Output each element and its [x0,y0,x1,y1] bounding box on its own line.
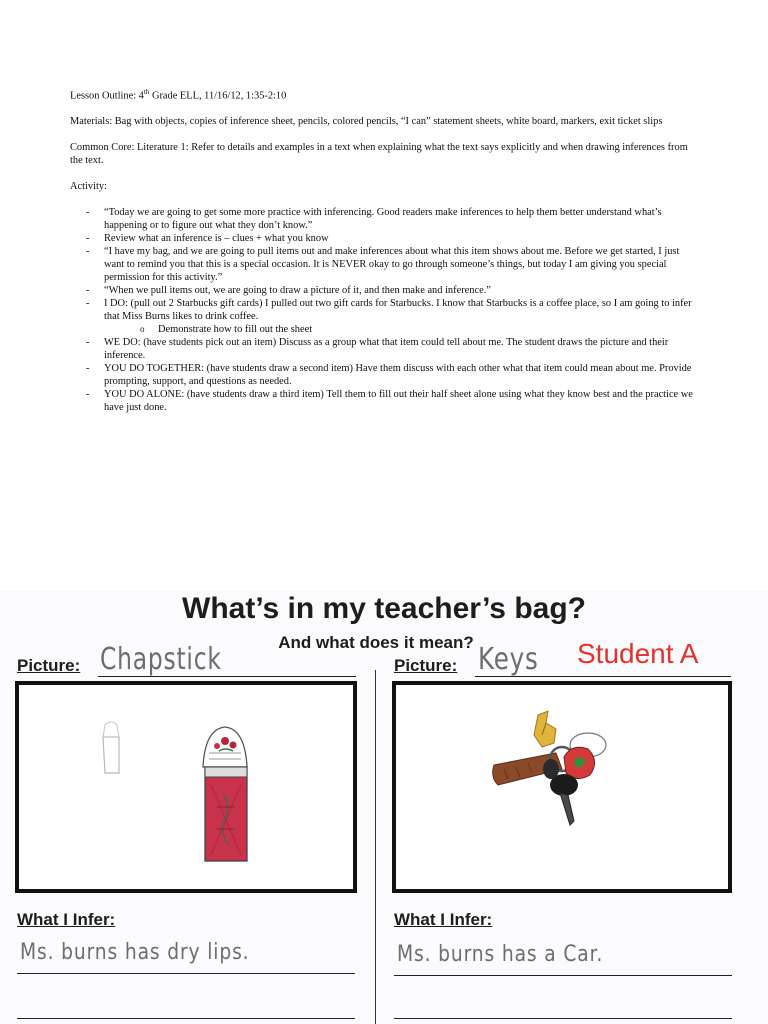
worksheet-title: What’s in my teacher’s bag? [182,592,586,625]
materials: Materials: Bag with objects, copies of inference sheet, pencils, colored pencils, “I can” statement sheets, white board, markers, exit ticket slips [70,116,663,128]
right-picture-line [475,676,731,677]
left-picture-value: Chapstick [100,642,222,677]
left-picture-label: Picture: [17,656,81,675]
student-label: Student A [577,638,699,669]
right-infer-label: What I Infer: [394,910,493,929]
list-item: - I DO: (pull out 2 Starbucks gift cards) I pulled out two gift cards for Starbucks. I know that Starbucks is a coffee place, so I am going to infer that Miss Burns likes to drink coffee. [70,297,700,323]
chapstick-drawing [19,685,353,889]
column-divider [375,670,376,1024]
list-item: - “Today we are going to get some more practice with inferencing. Good readers make inferences to help them better understand what’s happening or to figure out what they don’t know.” [70,206,700,232]
right-picture-box [392,681,732,893]
list-item: - “When we pull items out, we are going to draw a picture of it, and then make and inference.” [70,284,700,297]
left-infer-label: What I Infer: [17,910,116,929]
worksheet-subtitle: And what does it mean? [278,633,474,652]
right-picture-label: Picture: [394,656,458,675]
sub-list-item: o Demonstrate how to fill out the sheet [140,323,700,336]
sub-list [70,323,700,336]
activity-label: Activity: [70,181,107,193]
right-infer-line-1 [394,975,732,976]
left-picture-box [15,681,357,893]
keys-drawing [396,685,728,889]
left-infer-value: Ms. burns has dry lips. [20,940,250,965]
lesson-header: Lesson Outline: 4th Grade ELL, 11/16/12, 1:35-2:10 [70,88,287,102]
left-picture-line [98,676,356,677]
activity-list [70,206,700,323]
list-item: - Review what an inference is – clues + what you know [70,232,700,245]
right-picture-value: Keys [478,642,539,677]
list-item: - “I have my bag, and we are going to pull items out and make inferences about what this item shows about me. Before we get started, I just want to remind you that this is a special occasion. It is NEVER okay to go through someone’s things, but today I am giving you special permission for this activity.” [70,245,700,284]
inference-worksheet [0,590,768,1024]
right-infer-line-2 [394,1018,732,1019]
left-infer-line-2 [17,1018,355,1019]
common-core: Common Core: Literature 1: Refer to details and examples in a text when explaining what the text says explicitly and when drawing inferences from the text. [70,142,688,167]
left-infer-line-1 [17,973,355,974]
list-item: - WE DO: (have students pick out an item) Discuss as a group what that item could tell about me. The student draws the picture and their inference. [70,336,700,362]
activity-list-continued [70,336,700,414]
list-item: - YOU DO TOGETHER: (have students draw a second item) Have them discuss with each other what that item could mean about me. Provide prompting, support, and questions as needed. [70,362,700,388]
lesson-outline [70,86,700,414]
right-infer-value: Ms. burns has a Car. [397,942,604,967]
list-item: - YOU DO ALONE: (have students draw a third item) Tell them to fill out their half sheet alone using what they know best and the practice we have just done. [70,388,700,414]
